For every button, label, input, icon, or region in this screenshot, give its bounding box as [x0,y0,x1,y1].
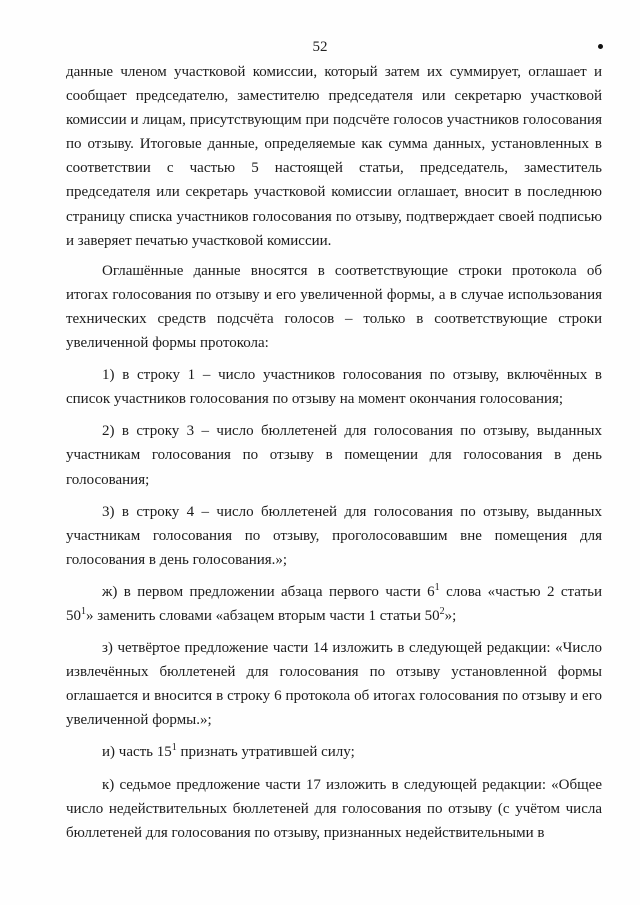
paragraph-zh [66,580,602,628]
superscript: 1 [81,605,86,617]
paragraph-continuation: данные членом участковой комиссии, который затем их суммирует, оглашает и сообщает председателю, заместителю председателя или секретарю участковой комиссии и лицам, присутствующим при подсчёте голосов участников голосования по отзыву. Итоговые данные, определяемые как сумма данных, установленных в соответствии с частью 5 настоящей статьи, председатель, заместитель председателя или секретарь участковой комиссии оглашает, вносит в последнюю страницу списка участников голосования по отзыву, подтверждает своей подписью и заверяет печатью участковой комиссии. [66,64,602,249]
paragraph-i-text-a: и) часть 15 [102,744,172,761]
paragraph-i [66,740,602,764]
paragraph-zh-text-a: ж) в первом предложении абзаца первого части 6 [102,583,435,600]
page-number: 52 [312,39,328,55]
list-item-3: 3) в строку 4 – число бюллетеней для голосования по отзыву, выданных участникам голосования по отзыву, проголосовавшим вне помещения для голосования в день голосования.»; [66,503,602,568]
superscript: 1 [434,581,440,593]
scan-speck [598,44,603,49]
paragraph-announced-data: Оглашённые данные вносятся в соответствующие строки протокола об итогах голосования по отзыву и его увеличенной формы, а в случае использования технических средств подсчёта голосов – только в соответствующие строки увеличенной формы протокола: [66,262,602,352]
paragraph-k: к) седьмое предложение части 17 изложить в следующей редакции: «Общее число недействительных бюллетеней для голосования по отзыву (с учётом числа бюллетеней для голосования по отзыву, признанных недействительными в [66,776,602,841]
paragraph-zh-text-d: »; [444,607,457,624]
document-body [66,60,602,845]
list-item-1: 1) в строку 1 – число участников голосования по отзыву, включённых в список участников голосования по отзыву на момент окончания голосования; [66,367,602,408]
paragraph-zh-text-b: слова «частью 2 статьи 50 [66,583,602,624]
superscript: 2 [439,605,445,617]
paragraph-i-text-b: признать утратившей силу; [176,744,355,761]
superscript: 1 [171,742,177,754]
list-item-2: 2) в строку 3 – число бюллетеней для голосования по отзыву, выданных участникам голосования по отзыву в помещении для голосования в день голосования; [66,423,602,488]
paragraph-z: з) четвёртое предложение части 14 изложить в следующей редакции: «Число извлечённых бюллетеней для голосования по отзыву установленной формы оглашается и вносится в строку 6 протокола об итогах голосования по отзыву и его увеличенной формы.»; [66,640,602,729]
paragraph-zh-text-c: » заменить словами «абзацем вторым части 1 статьи 50 [86,607,440,624]
